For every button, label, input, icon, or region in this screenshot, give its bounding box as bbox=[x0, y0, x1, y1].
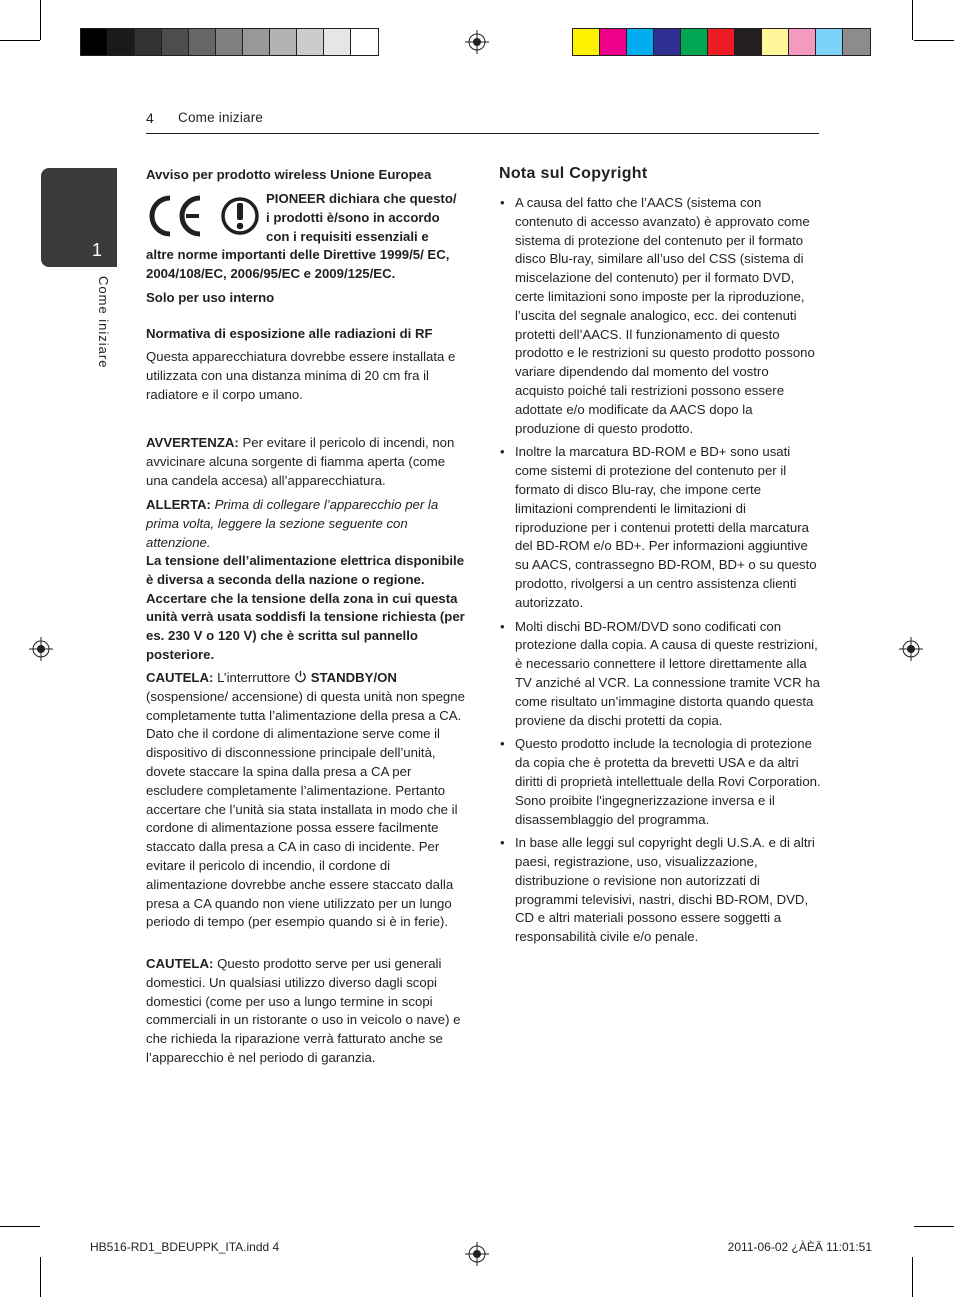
wireless-notice-title: Avviso per prodotto wireless Unione Europea bbox=[146, 167, 432, 182]
list-item: • Questo prodotto include la tecnologia di protezione da copia che è protetta da brevetti USA e da altri diritti di proprietà intellettuale della Rovi Corporation. Sono proibite l'ingegnerizzazione inversa e il disassemblaggio del programma. bbox=[499, 735, 821, 829]
crop-mark bbox=[0, 40, 40, 41]
power-icon bbox=[294, 670, 307, 683]
color-swatch bbox=[351, 29, 378, 55]
pioneer-statement-rest: altre norme importanti delle Direttive 1999/5/ EC, 2004/108/EC, 2006/95/EC e 2009/125/EC. bbox=[146, 247, 450, 281]
list-item: • In base alle leggi sul copyright degli U.S.A. e di altri paesi, registrazione, uso, visualizzazione, distribuzione o revisione non autorizzati di programmi televisivi, nastri, dischi BD-ROM, DVD, CD e altri materiali possono essere soggetti a responsabilità civile e/o penale. bbox=[499, 834, 821, 947]
pioneer-statement-line1: PIONEER dichiara che questo/ bbox=[266, 191, 457, 206]
caution-domestic-paragraph bbox=[146, 955, 468, 1068]
color-swatch bbox=[324, 29, 351, 55]
color-swatch bbox=[735, 29, 762, 55]
crop-mark bbox=[912, 1257, 913, 1297]
copyright-title: Nota sul Copyright bbox=[499, 165, 648, 182]
color-swatch bbox=[81, 29, 108, 55]
caution-pre: L’interruttore bbox=[213, 670, 295, 685]
crop-mark bbox=[912, 0, 913, 40]
warning-label: AVVERTENZA: bbox=[146, 435, 239, 450]
caution-standby-text: (sospensione/ accensione) di questa unità non spegne completamente tutta l’alimentazione della presa a CA. Dato che il cordone di alimentazione serve come il dispositivo di disconnessione principale dell’unità, dovete staccare la spina dalla presa a CA per escludere completamente l’alimentazione. Pertanto accertare che l’unità sia stata installata in modo che il cordone di alimentazione possa essere facilmente staccato dalla presa a CA in caso di incidente. Per evitare il pericolo di incendio, il cordone di alimentazione dovrebbe anche essere staccato dalla presa a CA quando non viene utilizzato per un lungo periodo di tempo (per esempio quando si è in ferie). bbox=[146, 688, 465, 930]
color-swatch bbox=[843, 29, 870, 55]
warning-text: Per evitare il pericolo di incendi, non avvicinare alcuna sorgente di fiamma aperta (come una candela accesa) all’apparecchiatura. bbox=[146, 435, 455, 488]
chapter-tab bbox=[41, 168, 117, 267]
color-swatch bbox=[216, 29, 243, 55]
alert-paragraph bbox=[146, 496, 468, 552]
caution-label: CAUTELA: bbox=[146, 670, 214, 685]
warning-paragraph bbox=[146, 434, 468, 490]
color-swatch bbox=[270, 29, 297, 55]
color-swatch bbox=[681, 29, 708, 55]
caution-label: CAUTELA: bbox=[146, 956, 214, 971]
color-swatch bbox=[162, 29, 189, 55]
rf-exposure-text: Questa apparecchiatura dovrebbe essere installata e utilizzata con una distanza minima di 20 cm fra il radiatore e il corpo umano. bbox=[146, 349, 456, 402]
color-swatch bbox=[297, 29, 324, 55]
caution-standby-paragraph bbox=[146, 669, 468, 932]
list-item: • A causa del fatto che l’AACS (sistema con contenuto di accesso avanzato) è approvato come sistema di protezione del contenuto per il formato disco Blu-ray, similare all’uso del CSS (sistema di miscelazione del contenuto) per il formato DVD, certe limitazioni sono imposte per la riproduzione, l’uscita del segnale analogico, ecc. dei contenuti protetti dell’AACS. Il funzionamento di questo prodotto e le restrizioni su questo prodotto possono variare dipendendo dal momento del vostro acquisto poiché tali restrizioni possono essere adottate e/o modificate da AACS dopo la produzione di questo prodotto. bbox=[499, 194, 821, 438]
crop-mark bbox=[914, 1226, 954, 1227]
grayscale-calibration-bar bbox=[80, 28, 379, 56]
pioneer-statement-line2: i prodotti è/sono in accordo bbox=[266, 210, 440, 225]
chapter-label: Come iniziare bbox=[96, 276, 111, 369]
indoor-only-note: Solo per uso interno bbox=[146, 290, 275, 305]
color-swatch bbox=[789, 29, 816, 55]
list-item: • Inoltre la marcatura BD-ROM e BD+ sono usati come sistemi di protezione del contenuto per il formato di disco Blu-ray, che impone certe limitazioni comprendenti le limitazioni di riproduzione per i contenui protetti della marcatura del BD-ROM e/o BD+. Per informazioni aggiuntive su AACS, contrassegno BD-ROM, BD+ o su questo prodotto, rivolgersi a un centro assistenza clienti autorizzato. bbox=[499, 443, 821, 612]
color-swatch bbox=[708, 29, 735, 55]
section-title: Come iniziare bbox=[178, 110, 264, 125]
color-swatch bbox=[243, 29, 270, 55]
registration-mark-icon bbox=[899, 637, 923, 661]
header-divider bbox=[146, 133, 819, 134]
list-item: • Molti dischi BD-ROM/DVD sono codificati con protezione dalla copia. A causa di queste restrizioni, è necessario connettere il lettore direttamente alla TV anziché al VCR. La connessione tramite VCR ha come risultato un’immagine distorta quando questa proviene da dischi protetti da copia. bbox=[499, 618, 821, 731]
chapter-number: 1 bbox=[92, 240, 103, 260]
color-calibration-bar bbox=[572, 28, 871, 56]
color-swatch bbox=[762, 29, 789, 55]
color-swatch bbox=[816, 29, 843, 55]
crop-mark bbox=[914, 40, 954, 41]
registration-mark-icon bbox=[465, 1242, 489, 1266]
caution-domestic-text: Questo prodotto serve per usi generali domestici. Un qualsiasi utilizzo diverso dagli scopi domestici (come per uso a lungo termine in scopi commerciali in un ristorante o uso in veicolo o nave) e che richieda la riparazione verrà fatturato anche se l’apparecchio è nel periodo di garanzia. bbox=[146, 956, 461, 1065]
voltage-notice: La tensione dell’alimentazione elettrica disponibile è diversa a seconda della nazione o regione. Accertare che la tensione della zona in cui questa unità verrà usata soddisfi la tensione richiesta (per es. 230 V o 120 V) che è scritta sul pannello posteriore. bbox=[146, 553, 465, 662]
footer-timestamp: 2011-06-02 ¿ÀÈÄ 11:01:51 bbox=[727, 1240, 872, 1254]
ce-alert-mark-icon bbox=[146, 190, 262, 242]
color-swatch bbox=[627, 29, 654, 55]
color-swatch bbox=[600, 29, 627, 55]
pioneer-statement-line3: con i requisiti essenziali e bbox=[266, 229, 429, 244]
footer-file-label: HB516-RD1_BDEUPPK_ITA.indd 4 bbox=[90, 1240, 280, 1254]
color-swatch bbox=[189, 29, 216, 55]
registration-mark-icon bbox=[465, 30, 489, 54]
color-swatch bbox=[573, 29, 600, 55]
color-swatch bbox=[654, 29, 681, 55]
copyright-list bbox=[499, 194, 821, 952]
color-swatch bbox=[135, 29, 162, 55]
crop-mark bbox=[40, 0, 41, 40]
crop-mark bbox=[40, 1257, 41, 1297]
registration-mark-icon bbox=[29, 637, 53, 661]
rf-exposure-title: Normativa di esposizione alle radiazioni di RF bbox=[146, 326, 433, 341]
standby-on-label: STANDBY/ON bbox=[307, 670, 397, 685]
color-swatch bbox=[108, 29, 135, 55]
alert-text: Prima di collegare l’apparecchio per la prima volta, leggere la sezione seguente con attenzione. bbox=[146, 497, 439, 550]
crop-mark bbox=[0, 1226, 40, 1227]
page-number: 4 bbox=[146, 110, 154, 126]
alert-label: ALLERTA: bbox=[146, 497, 211, 512]
